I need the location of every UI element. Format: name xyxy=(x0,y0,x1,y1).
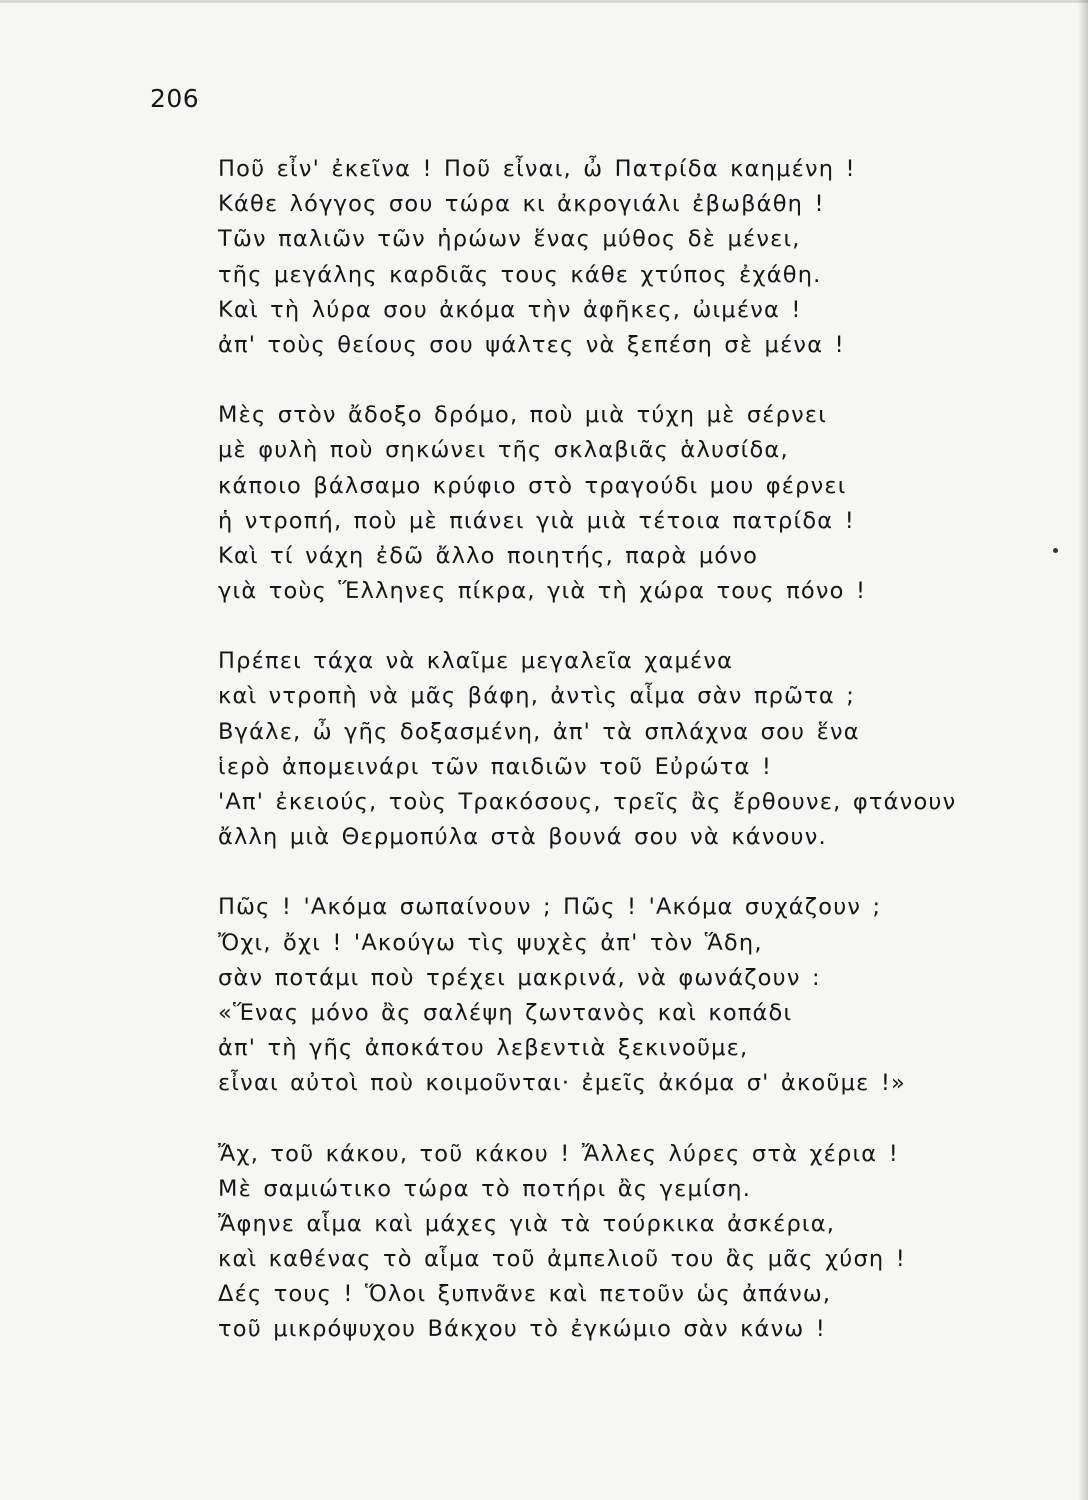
poem-line: ἡ ντροπή, ποὺ μὲ πιάνει γιὰ μιὰ τέτοια πατρίδα ! xyxy=(218,507,855,534)
poem-line: Κάθε λόγγος σου τώρα κι ἀκρογιάλι ἐβωβάθη ! xyxy=(218,191,825,218)
poem-line: τῆς μεγάλης καρδιᾶς τους κάθε χτύπος ἐχάθη. xyxy=(218,261,822,288)
poem-line: καὶ ντροπὴ νὰ μᾶς βάφη, ἀντὶς αἷμα σὰν πρῶτα ; xyxy=(218,683,856,710)
poem-line: γιὰ τοὺς Ἕλληνες πίκρα, γιὰ τὴ χώρα τους πόνο ! xyxy=(218,578,867,605)
poem-line: ἀπ' τοὺς θείους σου ψάλτες νὰ ξεπέση σὲ μένα ! xyxy=(218,331,845,358)
stanza-1 xyxy=(218,152,1018,363)
page-edge-shadow xyxy=(1078,0,1088,1500)
poem-line: 'Απ' ἐκειούς, τοὺς Τρακόσους, τρεῖς ἂς ἔρθουνε, φτάνουν xyxy=(218,789,957,815)
stanza-4 xyxy=(218,890,1018,1101)
page-speck xyxy=(1053,548,1058,553)
poem-line: Ἄφηνε αἷμα καὶ μάχες γιὰ τὰ τούρκικα ἀσκέρια, xyxy=(218,1210,836,1237)
poem-line: Ποῦ εἶν' ἐκεῖνα ! Ποῦ εἶναι, ὦ Πατρίδα καημένη ! xyxy=(218,156,856,182)
poem-line: Πῶς ! 'Ακόμα σωπαίνουν ; Πῶς ! 'Ακόμα συχάζουν ; xyxy=(218,894,882,921)
page-number: 206 xyxy=(150,84,200,113)
stanza-2 xyxy=(218,398,1018,609)
poem-line: Ἄχ, τοῦ κάκου, τοῦ κάκου ! Ἄλλες λύρες στὰ χέρια ! xyxy=(218,1140,899,1167)
poem-line: Μὲ σαμιώτικο τώρα τὸ ποτήρι ἂς γεμίση. xyxy=(218,1175,752,1202)
poem-line: «Ἕνας μόνο ἂς σαλέψη ζωντανὸς καὶ κοπάδι xyxy=(218,999,793,1026)
poem-line: καὶ καθένας τὸ αἷμα τοῦ ἀμπελιοῦ του ἂς μᾶς χύση ! xyxy=(218,1246,906,1273)
page-top-edge xyxy=(0,0,1088,3)
poem-line: Καὶ τὴ λύρα σου ἀκόμα τὴν ἀφῆκες, ὠιμένα ! xyxy=(218,296,802,323)
poem-line: σὰν ποτάμι ποὺ τρέχει μακρινά, νὰ φωνάζουν : xyxy=(218,964,821,991)
poem-line: ἀπ' τὴ γῆς ἀποκάτου λεβεντιὰ ξεκινοῦμε, xyxy=(218,1035,749,1062)
poem-line: Ὄχι, ὄχι ! 'Ακούγω τὶς ψυχὲς ἀπ' τὸν Ἅδη, xyxy=(218,929,763,956)
stanza-5 xyxy=(218,1137,1018,1348)
poem-line: Πρέπει τάχα νὰ κλαῖμε μεγαλεῖα χαμένα xyxy=(218,648,734,675)
poem-line: μὲ φυλὴ ποὺ σηκώνει τῆς σκλαβιᾶς ἁλυσίδα, xyxy=(218,437,789,464)
poem-line: Βγάλε, ὦ γῆς δοξασμένη, ἀπ' τὰ σπλάχνα σου ἕνα xyxy=(218,718,860,745)
poem-line: Δές τους ! Ὅλοι ξυπνᾶνε καὶ πετοῦν ὡς ἀπάνω, xyxy=(218,1281,832,1308)
poem-line: ἱερὸ ἀπομεινάρι τῶν παιδιῶν τοῦ Εὐρώτα ! xyxy=(218,753,773,780)
poem-line: κάποιο βάλσαμο κρύφιο στὸ τραγούδι μου φέρνει xyxy=(218,472,847,499)
poem-line: τοῦ μικρόψυχου Βάκχου τὸ ἐγκώμιο σὰν κάνω ! xyxy=(218,1316,826,1343)
poem-line: Καὶ τί νάχη ἐδῶ ἄλλο ποιητής, παρὰ μόνο xyxy=(218,542,759,569)
poem-line: εἶναι αὐτοὶ ποὺ κοιμοῦνται· ἐμεῖς ἀκόμα σ' ἀκοῦμε !» xyxy=(218,1070,907,1097)
poem-line: ἄλλη μιὰ Θερμοπύλα στὰ βουνά σου νὰ κάνουν. xyxy=(218,824,827,851)
poem-line: Μὲς στὸν ἄδοξο δρόμο, ποὺ μιὰ τύχη μὲ σέρνει xyxy=(218,402,828,429)
stanza-3 xyxy=(218,644,1018,855)
poem-line: Τῶν παλιῶν τῶν ἡρώων ἕνας μύθος δὲ μένει, xyxy=(218,226,801,253)
poem xyxy=(218,152,1018,1383)
